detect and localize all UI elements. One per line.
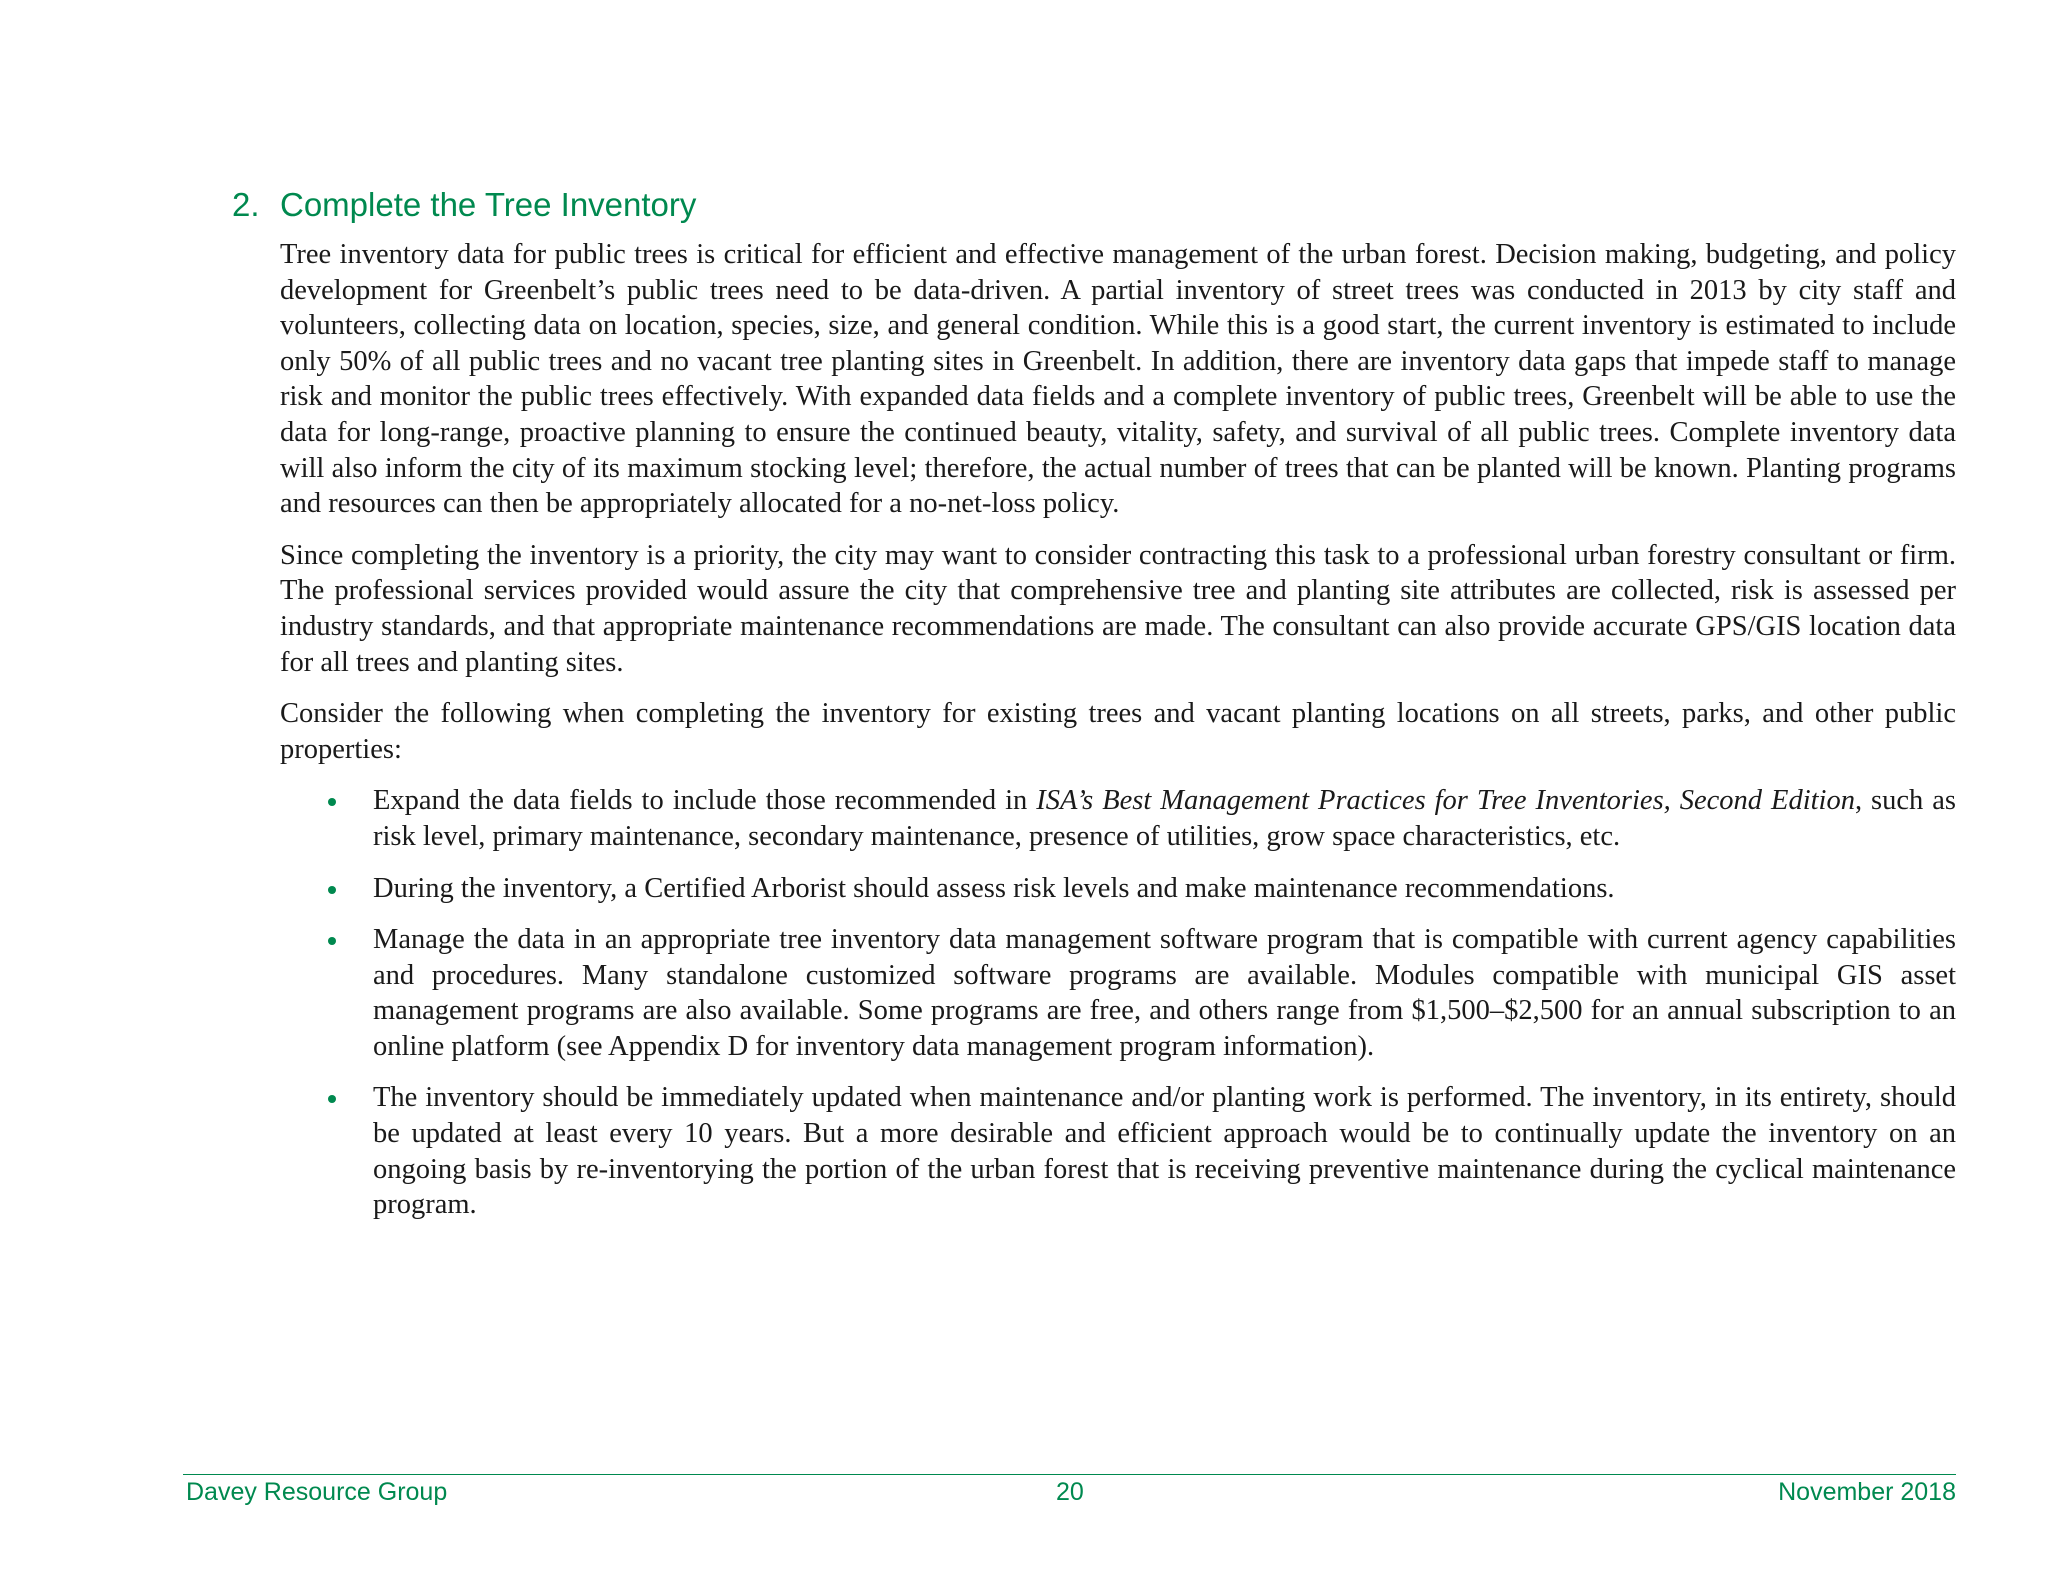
paragraph-considerations-intro: Consider the following when completing the inventory for existing trees and vacant planting locations on all streets, parks, and other public properties:: [280, 698, 1956, 765]
list-item-text: , such as risk level, primary maintenance, secondary maintenance, presence of utilities, grow space characteristics, etc.: [373, 785, 1957, 852]
bullet-dot-icon: [328, 1095, 336, 1103]
section-title: Complete the Tree Inventory: [280, 186, 697, 223]
footer-organization: Davey Resource Group: [186, 1478, 448, 1506]
footer-page-number: 20: [1056, 1478, 1084, 1506]
bullet-dot-icon: [328, 937, 336, 945]
considerations-list: [280, 783, 1956, 1223]
footer-divider: [183, 1474, 1956, 1475]
footer-date: November 2018: [1778, 1478, 1956, 1506]
list-item-text: Expand the data fields to include those recommended in: [373, 785, 1037, 817]
list-item: [280, 871, 1956, 907]
section-number: 2.: [232, 186, 260, 223]
section-body: [280, 237, 1956, 1239]
paragraph-inventory-importance: Tree inventory data for public trees is critical for efficient and effective management of the urban forest. Decision making, budgeting, and policy development for Greenbelt’s public trees need to be data-driven. A partial inventory of street trees was conducted in 2013 by city staff and volunteers, collecting data on location, species, size, and general condition. While this is a good start, the current inventory is estimated to include only 50% of all public trees and no vacant tree planting sites in Greenbelt. In addition, there are inventory data gaps that impede staff to manage risk and monitor the public trees effectively. With expanded data fields and a complete inventory of public trees, Greenbelt will be able to use the data for long-range, proactive planning to ensure the continued beauty, vitality, safety, and survival of all public trees. Complete inventory data will also inform the city of its maximum stocking level; therefore, the actual number of trees that can be planted will be known. Planting programs and resources can then be appropriately allocated for a no-net-loss policy.: [280, 239, 1956, 520]
list-item: [280, 1080, 1956, 1222]
list-item-text: Manage the data in an appropriate tree inventory data management software program that is compatible with current agency capabilities and procedures. Many standalone customized software programs are available. Modules compatible with municipal GIS asset management programs are also available. Some programs are free, and others range from $1,500–$2,500 for an annual subscription to an online platform (see Appendix D for inventory data management program information).: [373, 924, 1956, 1062]
section-heading: [232, 186, 696, 224]
list-item-text: The inventory should be immediately updated when maintenance and/or planting work is performed. The inventory, in its entirety, should be updated at least every 10 years. But a more desirable and efficient approach would be to continually update the inventory on an ongoing basis by re-inventorying the portion of the urban forest that is receiving preventive maintenance during the cyclical maintenance program.: [373, 1082, 1956, 1221]
list-item-text: During the inventory, a Certified Arborist should assess risk levels and make maintenance recommendations.: [373, 872, 1615, 904]
list-item: [280, 783, 1956, 854]
bullet-dot-icon: [328, 798, 336, 806]
list-item: [280, 922, 1956, 1064]
paragraph-contracting: Since completing the inventory is a priority, the city may want to consider contracting this task to a professional urban forestry consultant or firm. The professional services provided would assure the city that comprehensive tree and planting site attributes are collected, risk is assessed per industry standards, and that appropriate maintenance recommendations are made. The consultant can also provide accurate GPS/GIS location data for all trees and planting sites.: [280, 539, 1956, 678]
book-title: ISA’s Best Management Practices for Tree Inventories, Second Edition: [1036, 785, 1855, 817]
bullet-dot-icon: [328, 886, 336, 894]
